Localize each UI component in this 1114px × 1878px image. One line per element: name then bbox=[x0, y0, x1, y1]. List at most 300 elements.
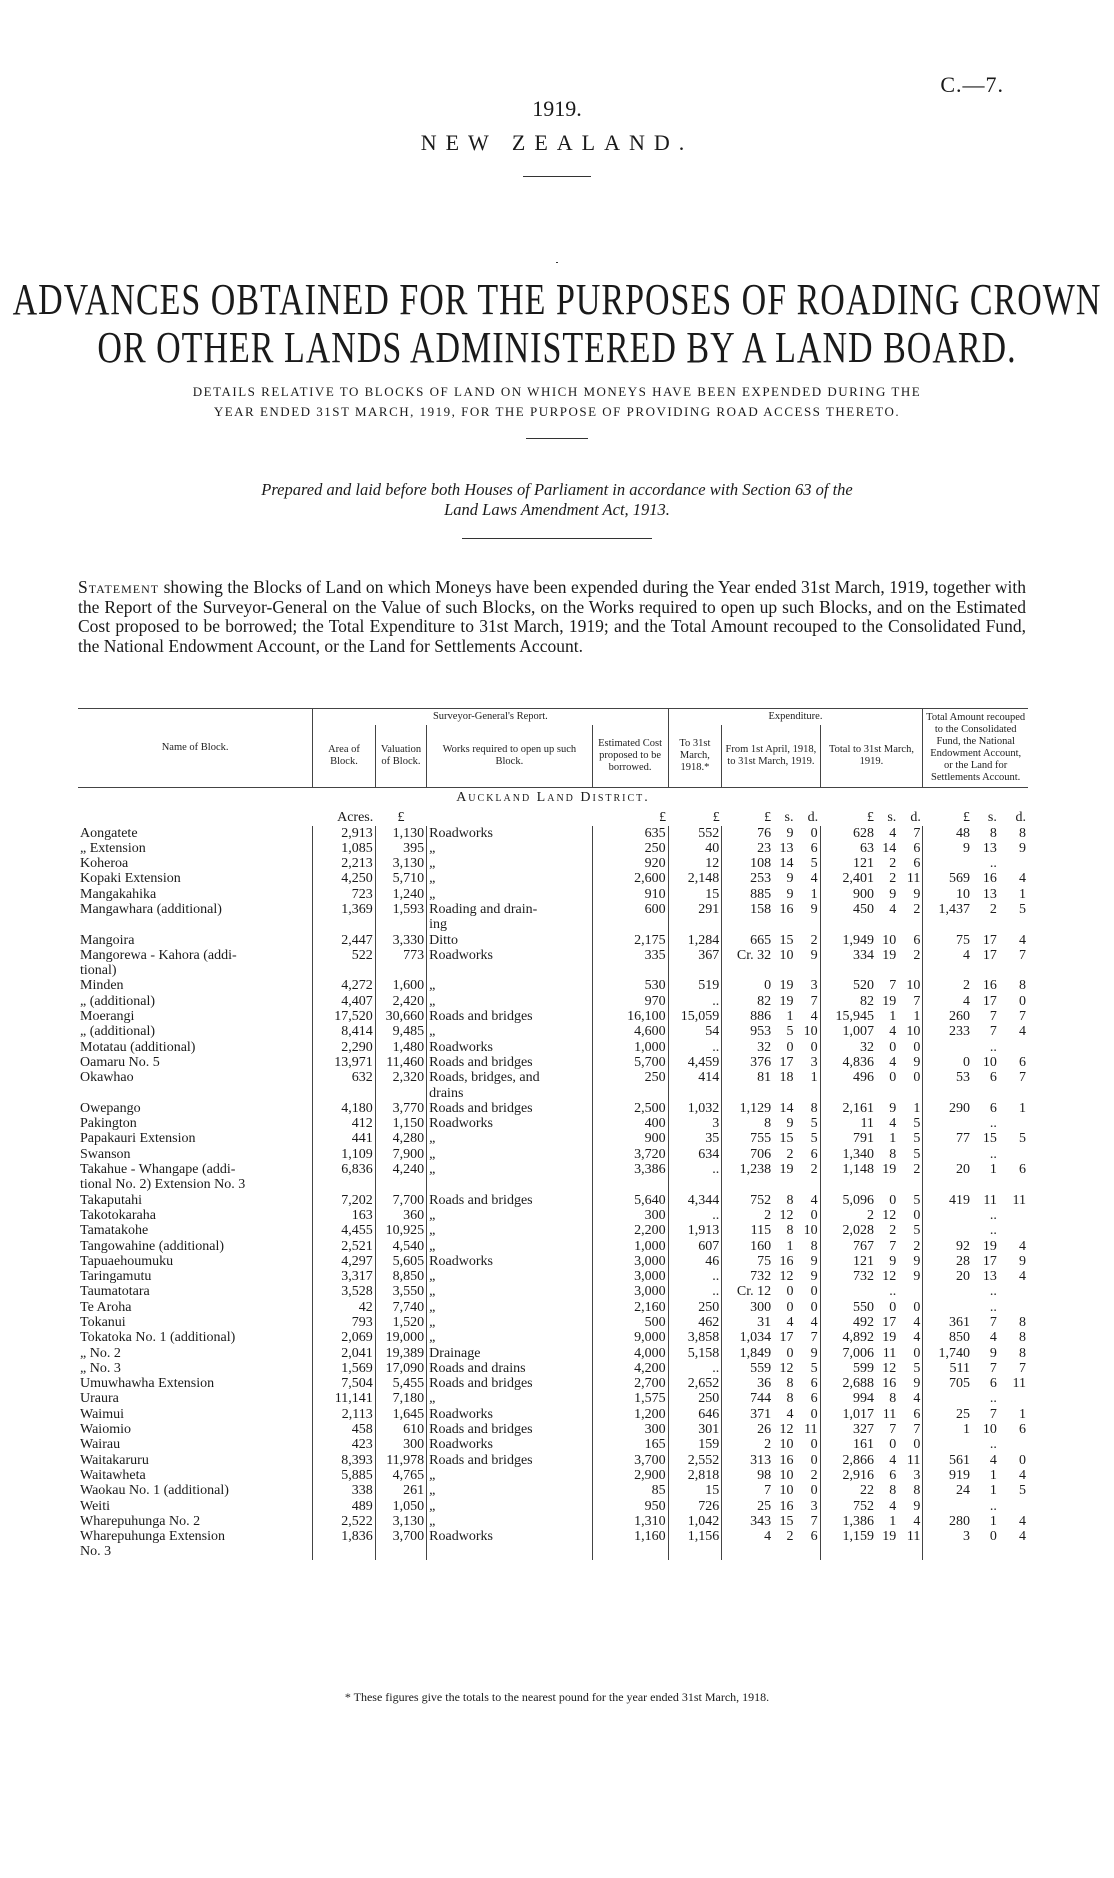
valuation-cell: 7,900 bbox=[375, 1147, 426, 1162]
table-row bbox=[78, 1208, 1028, 1223]
recouped-pounds: 569 bbox=[923, 871, 972, 886]
valuation-cell: 2,320 bbox=[375, 1070, 426, 1085]
from-april-pence: 0 bbox=[810, 1284, 818, 1300]
valuation-cell: 300 bbox=[375, 1437, 426, 1452]
block-name: Taumatotara bbox=[80, 1284, 150, 1300]
recouped-shillings: .. bbox=[989, 1284, 997, 1300]
table-row bbox=[78, 1376, 1028, 1391]
divider bbox=[556, 262, 558, 263]
total-pence: 6 bbox=[913, 856, 921, 872]
valuation-cell: 3,700 bbox=[375, 1529, 426, 1544]
unit-label: £ bbox=[764, 809, 772, 825]
recouped-pence: 5 bbox=[1019, 1131, 1026, 1147]
recouped-pounds bbox=[923, 1177, 972, 1192]
table-row bbox=[78, 1330, 1028, 1345]
recouped-shillings: 6 bbox=[989, 1070, 997, 1086]
works-cell: „ bbox=[427, 1269, 592, 1284]
valuation-cell: 4,240 bbox=[375, 1162, 426, 1177]
from-april-pence: 5 bbox=[810, 1360, 818, 1376]
estimated-cost-cell: 3,000 bbox=[592, 1269, 668, 1284]
table-row bbox=[78, 917, 1028, 932]
total-pounds: 767 bbox=[820, 1239, 876, 1254]
recouped-pence bbox=[999, 1040, 1028, 1055]
estimated-cost-cell: 1,000 bbox=[592, 1239, 668, 1254]
block-name: Papakauri Extension bbox=[80, 1131, 196, 1147]
estimated-cost-cell: 635 bbox=[592, 826, 668, 841]
total-shillings: 19 bbox=[882, 947, 897, 963]
estimated-cost-cell: 250 bbox=[592, 1070, 668, 1085]
area-cell: 8,393 bbox=[313, 1453, 376, 1468]
unit-label: s. bbox=[887, 809, 897, 825]
valuation-cell: 3,550 bbox=[375, 1284, 426, 1299]
col-to-31st-march: To 31st March, 1918.* bbox=[668, 725, 722, 787]
area-cell: 11,141 bbox=[313, 1391, 376, 1406]
recouped-shillings: 10 bbox=[982, 1054, 997, 1070]
to-march-cell: 291 bbox=[668, 902, 722, 917]
from-april-pounds: 1,849 bbox=[722, 1346, 773, 1361]
recouped-pounds bbox=[923, 1223, 972, 1238]
area-cell: 17,520 bbox=[313, 1009, 376, 1024]
recouped-pence bbox=[999, 1284, 1028, 1299]
estimated-cost-cell: 600 bbox=[592, 902, 668, 917]
from-april-pounds: 371 bbox=[722, 1407, 773, 1422]
block-name: „ (additional) bbox=[80, 993, 156, 1009]
valuation-cell: 2,420 bbox=[375, 994, 426, 1009]
estimated-cost-cell: 4,000 bbox=[592, 1346, 668, 1361]
block-name: No. 3 bbox=[80, 1544, 112, 1560]
valuation-cell: 7,700 bbox=[375, 1193, 426, 1208]
total-pence: 2 bbox=[913, 901, 921, 917]
table-row bbox=[78, 1193, 1028, 1208]
to-march-cell: 519 bbox=[668, 978, 722, 993]
total-shillings bbox=[876, 917, 898, 932]
from-april-pence: 2 bbox=[810, 1467, 818, 1483]
block-name: Mangawhara (additional) bbox=[80, 901, 222, 917]
block-name: Umuwhawha Extension bbox=[80, 1376, 215, 1392]
area-cell bbox=[313, 963, 376, 978]
from-april-pounds: 36 bbox=[722, 1376, 773, 1391]
total-pence bbox=[898, 917, 923, 932]
from-april-pounds: 32 bbox=[722, 1040, 773, 1055]
recouped-pounds: 48 bbox=[923, 826, 972, 841]
table-row bbox=[78, 1009, 1028, 1024]
to-march-cell: 367 bbox=[668, 948, 722, 963]
from-april-pounds: 7 bbox=[722, 1483, 773, 1498]
recouped-shillings bbox=[972, 1086, 999, 1101]
table-row bbox=[78, 902, 1028, 917]
to-march-cell: .. bbox=[668, 1361, 722, 1376]
total-pence: 5 bbox=[913, 1131, 921, 1147]
from-april-pence: 5 bbox=[810, 1116, 818, 1132]
from-april-pounds bbox=[722, 917, 773, 932]
total-pence: 9 bbox=[913, 1269, 921, 1285]
works-cell: „ bbox=[427, 1284, 592, 1299]
total-pence: 9 bbox=[913, 1054, 921, 1070]
from-april-pounds: 158 bbox=[722, 902, 773, 917]
to-march-cell: 250 bbox=[668, 1300, 722, 1315]
works-cell: Roadworks bbox=[427, 826, 592, 841]
from-april-pence: 9 bbox=[810, 1269, 818, 1285]
works-cell: „ bbox=[427, 1514, 592, 1529]
from-april-pounds: 376 bbox=[722, 1055, 773, 1070]
works-cell: „ bbox=[427, 1147, 592, 1162]
total-pounds: 1,386 bbox=[820, 1514, 876, 1529]
to-march-cell: 2,818 bbox=[668, 1468, 722, 1483]
expenditure-header: Expenditure. bbox=[668, 709, 923, 726]
works-cell: Drainage bbox=[427, 1346, 592, 1361]
total-pence: 0 bbox=[913, 1437, 921, 1453]
area-cell: 7,504 bbox=[313, 1376, 376, 1391]
estimated-cost-cell bbox=[592, 963, 668, 978]
to-march-cell bbox=[668, 963, 722, 978]
from-april-shillings: 9 bbox=[786, 886, 794, 902]
works-cell: Roads and bridges bbox=[427, 1055, 592, 1070]
from-april-pounds: 8 bbox=[722, 1116, 773, 1131]
estimated-cost-cell bbox=[592, 1086, 668, 1101]
valuation-cell: 3,770 bbox=[375, 1101, 426, 1116]
from-april-pence: 0 bbox=[810, 1483, 818, 1499]
table-row bbox=[78, 978, 1028, 993]
unit-label: £ bbox=[659, 809, 667, 825]
recouped-pounds: 290 bbox=[923, 1101, 972, 1116]
total-pounds: 63 bbox=[820, 841, 876, 856]
estimated-cost-cell: 2,175 bbox=[592, 933, 668, 948]
total-shillings: 11 bbox=[882, 1406, 897, 1422]
works-cell: ing bbox=[427, 917, 592, 932]
recouped-shillings: .. bbox=[989, 1116, 997, 1132]
estimated-cost-cell: 910 bbox=[592, 887, 668, 902]
to-march-cell: 250 bbox=[668, 1391, 722, 1406]
works-cell: „ bbox=[427, 871, 592, 886]
to-march-cell: 12 bbox=[668, 856, 722, 871]
total-pence: 7 bbox=[913, 993, 921, 1009]
from-april-shillings: 10 bbox=[779, 1483, 794, 1499]
block-name: Waitakaruru bbox=[80, 1452, 149, 1468]
area-cell: 632 bbox=[313, 1070, 376, 1085]
from-april-pence: 5 bbox=[810, 856, 818, 872]
recouped-pounds bbox=[923, 856, 972, 871]
from-april-pence: 0 bbox=[810, 1039, 818, 1055]
works-cell: Roads, bridges, and bbox=[427, 1070, 592, 1085]
area-cell: 8,414 bbox=[313, 1024, 376, 1039]
table-row bbox=[78, 1177, 1028, 1192]
recouped-shillings: .. bbox=[989, 1039, 997, 1055]
works-cell: Ditto bbox=[427, 933, 592, 948]
recouped-shillings: 13 bbox=[982, 1269, 997, 1285]
works-cell: Roadworks bbox=[427, 1407, 592, 1422]
recouped-pounds: 919 bbox=[923, 1468, 972, 1483]
recouped-pence: 9 bbox=[1019, 1253, 1026, 1269]
from-april-pounds: 755 bbox=[722, 1131, 773, 1146]
recouped-pence: 7 bbox=[1019, 947, 1026, 963]
recouped-pounds: 1,740 bbox=[923, 1346, 972, 1361]
from-april-pounds: 744 bbox=[722, 1391, 773, 1406]
area-cell bbox=[313, 1177, 376, 1192]
table-row bbox=[78, 1116, 1028, 1131]
to-march-cell: 4,459 bbox=[668, 1055, 722, 1070]
recouped-shillings: 7 bbox=[989, 1009, 997, 1025]
to-march-cell: 646 bbox=[668, 1407, 722, 1422]
total-shillings: 4 bbox=[889, 1498, 897, 1514]
from-april-shillings: 9 bbox=[786, 1116, 794, 1132]
from-april-pence: 6 bbox=[810, 1529, 818, 1545]
block-name: Mangakahika bbox=[80, 886, 157, 902]
total-shillings: 9 bbox=[889, 1253, 897, 1269]
from-april-shillings: 2 bbox=[786, 1529, 794, 1545]
valuation-cell: 1,240 bbox=[375, 887, 426, 902]
total-shillings: 12 bbox=[882, 1360, 897, 1376]
recouped-pounds: 75 bbox=[923, 933, 972, 948]
from-april-pence: 7 bbox=[810, 1513, 818, 1529]
from-april-pence: 6 bbox=[810, 1391, 818, 1407]
works-cell: Roads and bridges bbox=[427, 1193, 592, 1208]
works-cell: „ bbox=[427, 1208, 592, 1223]
recouped-pence: 5 bbox=[1019, 1483, 1026, 1499]
table-row bbox=[78, 1483, 1028, 1498]
works-cell: Roads and bridges bbox=[427, 1101, 592, 1116]
estimated-cost-cell bbox=[592, 1544, 668, 1559]
recouped-pence: 4 bbox=[1019, 1024, 1026, 1040]
recouped-shillings: 16 bbox=[982, 978, 997, 994]
unit-label: d. bbox=[1015, 809, 1026, 825]
total-pence: 1 bbox=[913, 1009, 921, 1025]
total-pounds bbox=[820, 1284, 876, 1299]
recouped-shillings: 7 bbox=[989, 1024, 997, 1040]
recouped-pence bbox=[999, 1544, 1028, 1559]
from-april-pounds: 76 bbox=[722, 826, 773, 841]
block-name: Taringamutu bbox=[80, 1269, 152, 1285]
total-pounds: 900 bbox=[820, 887, 876, 902]
area-cell: 2,113 bbox=[313, 1407, 376, 1422]
from-april-shillings: 2 bbox=[786, 1146, 794, 1162]
from-april-pounds: 732 bbox=[722, 1269, 773, 1284]
works-cell: Roadworks bbox=[427, 1529, 592, 1544]
recouped-pence: 5 bbox=[1019, 901, 1026, 917]
from-april-shillings: 10 bbox=[779, 1437, 794, 1453]
area-cell bbox=[313, 1544, 376, 1559]
from-april-pence: 3 bbox=[810, 1054, 818, 1070]
from-april-pounds: 2 bbox=[722, 1208, 773, 1223]
from-april-pounds: 343 bbox=[722, 1514, 773, 1529]
estimated-cost-cell: 2,500 bbox=[592, 1101, 668, 1116]
valuation-cell: 7,740 bbox=[375, 1300, 426, 1315]
total-pounds: 732 bbox=[820, 1269, 876, 1284]
total-pounds: 1,949 bbox=[820, 933, 876, 948]
total-shillings: 12 bbox=[882, 1207, 897, 1223]
block-name: „ No. 2 bbox=[80, 1345, 121, 1361]
from-april-pounds: 23 bbox=[722, 841, 773, 856]
from-april-shillings: 14 bbox=[779, 1100, 794, 1116]
block-name: Takotokaraha bbox=[80, 1207, 156, 1223]
recouped-pounds: 850 bbox=[923, 1330, 972, 1345]
total-pounds: 550 bbox=[820, 1300, 876, 1315]
total-pounds: 121 bbox=[820, 1254, 876, 1269]
table-row bbox=[78, 1147, 1028, 1162]
total-pounds: 32 bbox=[820, 1040, 876, 1055]
valuation-cell: 1,593 bbox=[375, 902, 426, 917]
area-cell bbox=[313, 917, 376, 932]
total-pence: 4 bbox=[913, 1330, 921, 1346]
block-name: Tapuaehoumuku bbox=[80, 1253, 174, 1269]
total-pounds: 628 bbox=[820, 826, 876, 841]
recouped-pounds: 4 bbox=[923, 948, 972, 963]
divider bbox=[523, 176, 591, 177]
block-name: Te Aroha bbox=[80, 1299, 132, 1315]
total-shillings: 1 bbox=[889, 1513, 897, 1529]
from-april-pence bbox=[795, 1177, 820, 1192]
valuation-cell: 4,540 bbox=[375, 1239, 426, 1254]
area-cell: 42 bbox=[313, 1300, 376, 1315]
total-pounds: 752 bbox=[820, 1499, 876, 1514]
total-shillings: .. bbox=[889, 1284, 897, 1300]
area-cell: 3,528 bbox=[313, 1284, 376, 1299]
total-pounds: 2,161 bbox=[820, 1101, 876, 1116]
from-april-pence: 10 bbox=[803, 1223, 818, 1239]
total-pence: 9 bbox=[913, 1253, 921, 1269]
total-pence: 4 bbox=[913, 1513, 921, 1529]
from-april-pounds: 75 bbox=[722, 1254, 773, 1269]
recouped-pence bbox=[999, 1499, 1028, 1514]
from-april-shillings: 10 bbox=[779, 1467, 794, 1483]
details-line-1: DETAILS RELATIVE TO BLOCKS OF LAND ON WHICH MONEYS HAVE BEEN EXPENDED DURING THE bbox=[192, 384, 922, 399]
from-april-pounds: 1,034 bbox=[722, 1330, 773, 1345]
recouped-shillings bbox=[972, 1177, 999, 1192]
recouped-shillings: 19 bbox=[982, 1238, 997, 1254]
to-march-cell: 5,158 bbox=[668, 1346, 722, 1361]
from-april-shillings: 12 bbox=[779, 1360, 794, 1376]
to-march-cell: 414 bbox=[668, 1070, 722, 1085]
total-shillings: 12 bbox=[882, 1269, 897, 1285]
recouped-pence: 11 bbox=[1012, 1192, 1026, 1208]
recouped-shillings: 16 bbox=[982, 871, 997, 887]
table-row bbox=[78, 994, 1028, 1009]
col-valuation: Valuation of Block. bbox=[375, 725, 426, 787]
from-april-pence: 1 bbox=[810, 1070, 818, 1086]
recouped-pence bbox=[999, 917, 1028, 932]
recouped-shillings: 1 bbox=[989, 1483, 997, 1499]
from-april-pounds: 559 bbox=[722, 1361, 773, 1376]
footnote: * These figures give the totals to the nearest pound for the year ended 31st March, 1918. bbox=[344, 1690, 770, 1704]
total-pence: 4 bbox=[913, 1391, 921, 1407]
block-name: Uraura bbox=[80, 1391, 119, 1407]
to-march-cell bbox=[668, 1544, 722, 1559]
works-cell: Roads and bridges bbox=[427, 1376, 592, 1391]
recouped-pounds: 25 bbox=[923, 1407, 972, 1422]
works-cell: Roadworks bbox=[427, 1437, 592, 1452]
table-row bbox=[78, 1391, 1028, 1406]
col-estimated-cost: Estimated Cost proposed to be borrowed. bbox=[592, 725, 668, 787]
total-pounds: 15,945 bbox=[820, 1009, 876, 1024]
total-shillings: 4 bbox=[889, 1024, 897, 1040]
works-cell: Roadworks bbox=[427, 1116, 592, 1131]
page-reference: C.—7. bbox=[940, 72, 1004, 97]
col-area: Area of Block. bbox=[313, 725, 376, 787]
to-march-cell: 1,032 bbox=[668, 1101, 722, 1116]
recouped-pounds: 561 bbox=[923, 1453, 972, 1468]
works-cell bbox=[427, 1177, 592, 1192]
works-cell: Roads and bridges bbox=[427, 1422, 592, 1437]
col-from-1st-april: From 1st April, 1918, to 31st March, 1919. bbox=[722, 725, 820, 787]
unit-label: d. bbox=[807, 809, 819, 825]
estimated-cost-cell: 3,000 bbox=[592, 1254, 668, 1269]
total-pence: 9 bbox=[913, 1376, 921, 1392]
from-april-pence: 4 bbox=[810, 1315, 818, 1330]
recouped-shillings: 17 bbox=[982, 947, 997, 963]
valuation-cell: 4,765 bbox=[375, 1468, 426, 1483]
area-cell: 489 bbox=[313, 1499, 376, 1514]
from-april-shillings: 12 bbox=[779, 1422, 794, 1438]
recouped-shillings: 1 bbox=[989, 1513, 997, 1529]
recouped-shillings: 7 bbox=[989, 1406, 997, 1422]
recouped-pounds: 2 bbox=[923, 978, 972, 993]
recouped-pounds: 4 bbox=[923, 994, 972, 1009]
block-name: Takaputahi bbox=[80, 1192, 142, 1208]
valuation-cell: 1,050 bbox=[375, 1499, 426, 1514]
from-april-pounds: 160 bbox=[722, 1239, 773, 1254]
total-shillings: 19 bbox=[882, 1529, 897, 1545]
recouped-pounds: 10 bbox=[923, 887, 972, 902]
from-april-shillings: 17 bbox=[779, 1054, 794, 1070]
prepared-note-line-2: Land Laws Amendment Act, 1913. bbox=[444, 500, 670, 519]
from-april-pounds: 81 bbox=[722, 1070, 773, 1085]
estimated-cost-cell: 300 bbox=[592, 1422, 668, 1437]
total-shillings: 8 bbox=[889, 1391, 897, 1407]
recouped-pence bbox=[999, 1147, 1028, 1162]
works-cell: „ bbox=[427, 1468, 592, 1483]
from-april-shillings: 19 bbox=[779, 1162, 794, 1178]
estimated-cost-cell: 1,310 bbox=[592, 1514, 668, 1529]
total-pounds: 4,836 bbox=[820, 1055, 876, 1070]
recouped-pence: 7 bbox=[1019, 1360, 1026, 1376]
valuation-cell: 1,150 bbox=[375, 1116, 426, 1131]
from-april-pence bbox=[795, 917, 820, 932]
table-row bbox=[78, 1269, 1028, 1284]
recouped-shillings: 11 bbox=[983, 1192, 997, 1208]
from-april-shillings: 19 bbox=[779, 978, 794, 994]
total-shillings bbox=[876, 1544, 898, 1559]
recouped-pounds: 0 bbox=[923, 1055, 972, 1070]
from-april-pence: 0 bbox=[810, 825, 818, 841]
from-april-pence: 3 bbox=[810, 978, 818, 994]
block-name: Waitawheta bbox=[80, 1467, 146, 1483]
from-april-pounds: 4 bbox=[722, 1529, 773, 1544]
recouped-pence bbox=[999, 1223, 1028, 1238]
from-april-shillings bbox=[773, 1086, 795, 1101]
total-shillings: 4 bbox=[889, 901, 897, 917]
from-april-shillings: 1 bbox=[786, 1238, 794, 1254]
total-pence: 0 bbox=[913, 1345, 921, 1361]
block-name: Tamatakohe bbox=[80, 1223, 149, 1239]
estimated-cost-cell: 970 bbox=[592, 994, 668, 1009]
area-cell: 4,297 bbox=[313, 1254, 376, 1269]
table-row bbox=[78, 1437, 1028, 1452]
block-name: „ (additional) bbox=[80, 1024, 156, 1040]
from-april-shillings: 0 bbox=[786, 1345, 794, 1361]
recouped-shillings: 9 bbox=[989, 1345, 997, 1361]
works-cell: „ bbox=[427, 856, 592, 871]
block-name: „ Extension bbox=[80, 840, 146, 856]
block-name: Wairau bbox=[80, 1437, 121, 1453]
estimated-cost-cell: 335 bbox=[592, 948, 668, 963]
recouped-pounds: 20 bbox=[923, 1162, 972, 1177]
from-april-pence: 9 bbox=[810, 1253, 818, 1269]
total-pence: 7 bbox=[913, 825, 921, 841]
recouped-shillings: .. bbox=[989, 1223, 997, 1239]
total-shillings: 1 bbox=[889, 1131, 897, 1147]
total-pence: 5 bbox=[913, 1116, 921, 1132]
recouped-shillings: 6 bbox=[989, 1376, 997, 1392]
total-pounds bbox=[820, 1086, 876, 1101]
